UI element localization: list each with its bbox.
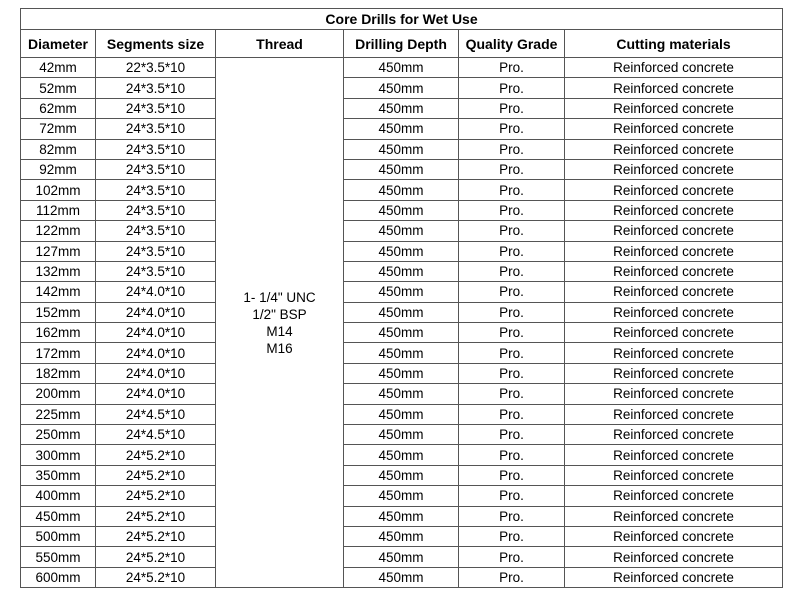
cell-cutting-material: Reinforced concrete xyxy=(565,404,783,424)
cell-diameter: 550mm xyxy=(21,547,96,567)
cell-cutting-material: Reinforced concrete xyxy=(565,547,783,567)
cell-cutting-material: Reinforced concrete xyxy=(565,323,783,343)
cell-drilling-depth: 450mm xyxy=(344,261,459,281)
header-quality-grade: Quality Grade xyxy=(459,30,565,58)
core-drills-table xyxy=(20,8,783,588)
cell-cutting-material: Reinforced concrete xyxy=(565,425,783,445)
thread-line: M16 xyxy=(266,340,293,356)
cell-drilling-depth: 450mm xyxy=(344,323,459,343)
cell-diameter: 400mm xyxy=(21,486,96,506)
cell-diameter: 182mm xyxy=(21,363,96,383)
cell-diameter: 52mm xyxy=(21,78,96,98)
header-cutting-materials: Cutting materials xyxy=(565,30,783,58)
thread-line: 1- 1/4" UNC xyxy=(243,289,316,305)
table-row xyxy=(21,78,783,98)
table-row xyxy=(21,363,783,383)
cell-quality-grade: Pro. xyxy=(459,200,565,220)
table-row xyxy=(21,261,783,281)
table-title: Core Drills for Wet Use xyxy=(21,9,783,30)
cell-diameter: 250mm xyxy=(21,425,96,445)
cell-quality-grade: Pro. xyxy=(459,465,565,485)
cell-drilling-depth: 450mm xyxy=(344,343,459,363)
cell-drilling-depth: 450mm xyxy=(344,221,459,241)
cell-drilling-depth: 450mm xyxy=(344,78,459,98)
cell-drilling-depth: 450mm xyxy=(344,139,459,159)
cell-quality-grade: Pro. xyxy=(459,302,565,322)
cell-segments-size: 24*3.5*10 xyxy=(96,119,216,139)
cell-cutting-material: Reinforced concrete xyxy=(565,506,783,526)
cell-quality-grade: Pro. xyxy=(459,363,565,383)
cell-segments-size: 24*3.5*10 xyxy=(96,200,216,220)
cell-diameter: 132mm xyxy=(21,261,96,281)
table-row xyxy=(21,323,783,343)
cell-cutting-material: Reinforced concrete xyxy=(565,282,783,302)
cell-segments-size: 24*4.5*10 xyxy=(96,404,216,424)
cell-segments-size: 24*4.0*10 xyxy=(96,343,216,363)
cell-cutting-material: Reinforced concrete xyxy=(565,200,783,220)
thread-line: M14 xyxy=(266,323,293,339)
header-segments-size: Segments size xyxy=(96,30,216,58)
cell-quality-grade: Pro. xyxy=(459,241,565,261)
cell-diameter: 450mm xyxy=(21,506,96,526)
cell-diameter: 300mm xyxy=(21,445,96,465)
cell-diameter: 72mm xyxy=(21,119,96,139)
cell-quality-grade: Pro. xyxy=(459,58,565,78)
table-row xyxy=(21,302,783,322)
cell-segments-size: 24*4.0*10 xyxy=(96,323,216,343)
cell-quality-grade: Pro. xyxy=(459,98,565,118)
cell-drilling-depth: 450mm xyxy=(344,486,459,506)
cell-drilling-depth: 450mm xyxy=(344,547,459,567)
cell-segments-size: 24*5.2*10 xyxy=(96,567,216,587)
cell-cutting-material: Reinforced concrete xyxy=(565,526,783,546)
cell-drilling-depth: 450mm xyxy=(344,200,459,220)
cell-drilling-depth: 450mm xyxy=(344,363,459,383)
header-drilling-depth: Drilling Depth xyxy=(344,30,459,58)
table-body xyxy=(21,58,783,588)
cell-cutting-material: Reinforced concrete xyxy=(565,261,783,281)
cell-quality-grade: Pro. xyxy=(459,261,565,281)
cell-quality-grade: Pro. xyxy=(459,506,565,526)
cell-quality-grade: Pro. xyxy=(459,78,565,98)
cell-diameter: 225mm xyxy=(21,404,96,424)
cell-drilling-depth: 450mm xyxy=(344,180,459,200)
table-row xyxy=(21,343,783,363)
table-row xyxy=(21,547,783,567)
cell-quality-grade: Pro. xyxy=(459,323,565,343)
cell-cutting-material: Reinforced concrete xyxy=(565,159,783,179)
cell-cutting-material: Reinforced concrete xyxy=(565,465,783,485)
cell-segments-size: 24*3.5*10 xyxy=(96,78,216,98)
table-row xyxy=(21,241,783,261)
cell-drilling-depth: 450mm xyxy=(344,526,459,546)
table-row xyxy=(21,465,783,485)
header-thread: Thread xyxy=(216,30,344,58)
table-row xyxy=(21,200,783,220)
cell-diameter: 200mm xyxy=(21,384,96,404)
cell-drilling-depth: 450mm xyxy=(344,241,459,261)
header-diameter: Diameter xyxy=(21,30,96,58)
table-row xyxy=(21,506,783,526)
cell-cutting-material: Reinforced concrete xyxy=(565,384,783,404)
cell-diameter: 152mm xyxy=(21,302,96,322)
cell-segments-size: 24*3.5*10 xyxy=(96,241,216,261)
cell-drilling-depth: 450mm xyxy=(344,465,459,485)
cell-diameter: 82mm xyxy=(21,139,96,159)
cell-segments-size: 24*3.5*10 xyxy=(96,139,216,159)
cell-diameter: 162mm xyxy=(21,323,96,343)
cell-quality-grade: Pro. xyxy=(459,384,565,404)
cell-quality-grade: Pro. xyxy=(459,180,565,200)
cell-segments-size: 24*5.2*10 xyxy=(96,465,216,485)
cell-drilling-depth: 450mm xyxy=(344,119,459,139)
cell-drilling-depth: 450mm xyxy=(344,384,459,404)
cell-segments-size: 24*3.5*10 xyxy=(96,261,216,281)
cell-segments-size: 24*3.5*10 xyxy=(96,98,216,118)
cell-segments-size: 24*4.5*10 xyxy=(96,425,216,445)
cell-quality-grade: Pro. xyxy=(459,343,565,363)
cell-diameter: 112mm xyxy=(21,200,96,220)
cell-cutting-material: Reinforced concrete xyxy=(565,139,783,159)
cell-diameter: 500mm xyxy=(21,526,96,546)
cell-cutting-material: Reinforced concrete xyxy=(565,343,783,363)
cell-cutting-material: Reinforced concrete xyxy=(565,363,783,383)
cell-quality-grade: Pro. xyxy=(459,526,565,546)
cell-cutting-material: Reinforced concrete xyxy=(565,58,783,78)
table-row xyxy=(21,159,783,179)
cell-drilling-depth: 450mm xyxy=(344,425,459,445)
cell-diameter: 102mm xyxy=(21,180,96,200)
cell-segments-size: 24*5.2*10 xyxy=(96,445,216,465)
cell-diameter: 142mm xyxy=(21,282,96,302)
cell-diameter: 92mm xyxy=(21,159,96,179)
cell-quality-grade: Pro. xyxy=(459,139,565,159)
cell-cutting-material: Reinforced concrete xyxy=(565,445,783,465)
cell-cutting-material: Reinforced concrete xyxy=(565,241,783,261)
cell-quality-grade: Pro. xyxy=(459,547,565,567)
cell-diameter: 350mm xyxy=(21,465,96,485)
cell-diameter: 600mm xyxy=(21,567,96,587)
cell-segments-size: 24*5.2*10 xyxy=(96,547,216,567)
cell-cutting-material: Reinforced concrete xyxy=(565,486,783,506)
cell-cutting-material: Reinforced concrete xyxy=(565,119,783,139)
cell-drilling-depth: 450mm xyxy=(344,445,459,465)
table-row xyxy=(21,139,783,159)
cell-drilling-depth: 450mm xyxy=(344,404,459,424)
table-row xyxy=(21,180,783,200)
cell-segments-size: 24*3.5*10 xyxy=(96,159,216,179)
cell-segments-size: 24*5.2*10 xyxy=(96,506,216,526)
table-row xyxy=(21,282,783,302)
cell-drilling-depth: 450mm xyxy=(344,567,459,587)
table-row xyxy=(21,384,783,404)
cell-quality-grade: Pro. xyxy=(459,567,565,587)
cell-drilling-depth: 450mm xyxy=(344,282,459,302)
cell-segments-size: 24*3.5*10 xyxy=(96,180,216,200)
cell-drilling-depth: 450mm xyxy=(344,98,459,118)
cell-diameter: 172mm xyxy=(21,343,96,363)
cell-quality-grade: Pro. xyxy=(459,119,565,139)
table-row xyxy=(21,98,783,118)
cell-quality-grade: Pro. xyxy=(459,445,565,465)
cell-cutting-material: Reinforced concrete xyxy=(565,180,783,200)
cell-cutting-material: Reinforced concrete xyxy=(565,567,783,587)
cell-segments-size: 24*5.2*10 xyxy=(96,526,216,546)
cell-quality-grade: Pro. xyxy=(459,425,565,445)
cell-diameter: 127mm xyxy=(21,241,96,261)
table-row xyxy=(21,445,783,465)
cell-segments-size: 24*5.2*10 xyxy=(96,486,216,506)
cell-drilling-depth: 450mm xyxy=(344,58,459,78)
table-row xyxy=(21,486,783,506)
table-row xyxy=(21,221,783,241)
cell-diameter: 122mm xyxy=(21,221,96,241)
cell-segments-size: 24*4.0*10 xyxy=(96,363,216,383)
cell-quality-grade: Pro. xyxy=(459,221,565,241)
thread-line: 1/2" BSP xyxy=(252,306,307,322)
table-row xyxy=(21,119,783,139)
table-row xyxy=(21,526,783,546)
table-row xyxy=(21,567,783,587)
cell-diameter: 42mm xyxy=(21,58,96,78)
cell-drilling-depth: 450mm xyxy=(344,302,459,322)
table-row xyxy=(21,425,783,445)
cell-segments-size: 24*3.5*10 xyxy=(96,221,216,241)
title-row xyxy=(21,9,783,30)
cell-diameter: 62mm xyxy=(21,98,96,118)
header-row xyxy=(21,30,783,58)
cell-cutting-material: Reinforced concrete xyxy=(565,78,783,98)
cell-drilling-depth: 450mm xyxy=(344,506,459,526)
cell-segments-size: 24*4.0*10 xyxy=(96,384,216,404)
cell-quality-grade: Pro. xyxy=(459,282,565,302)
table-row xyxy=(21,404,783,424)
cell-cutting-material: Reinforced concrete xyxy=(565,98,783,118)
cell-segments-size: 24*4.0*10 xyxy=(96,302,216,322)
cell-quality-grade: Pro. xyxy=(459,486,565,506)
cell-quality-grade: Pro. xyxy=(459,404,565,424)
cell-cutting-material: Reinforced concrete xyxy=(565,302,783,322)
cell-quality-grade: Pro. xyxy=(459,159,565,179)
cell-segments-size: 24*4.0*10 xyxy=(96,282,216,302)
cell-drilling-depth: 450mm xyxy=(344,159,459,179)
table-row xyxy=(21,58,783,78)
cell-thread xyxy=(216,58,344,588)
cell-cutting-material: Reinforced concrete xyxy=(565,221,783,241)
cell-segments-size: 22*3.5*10 xyxy=(96,58,216,78)
